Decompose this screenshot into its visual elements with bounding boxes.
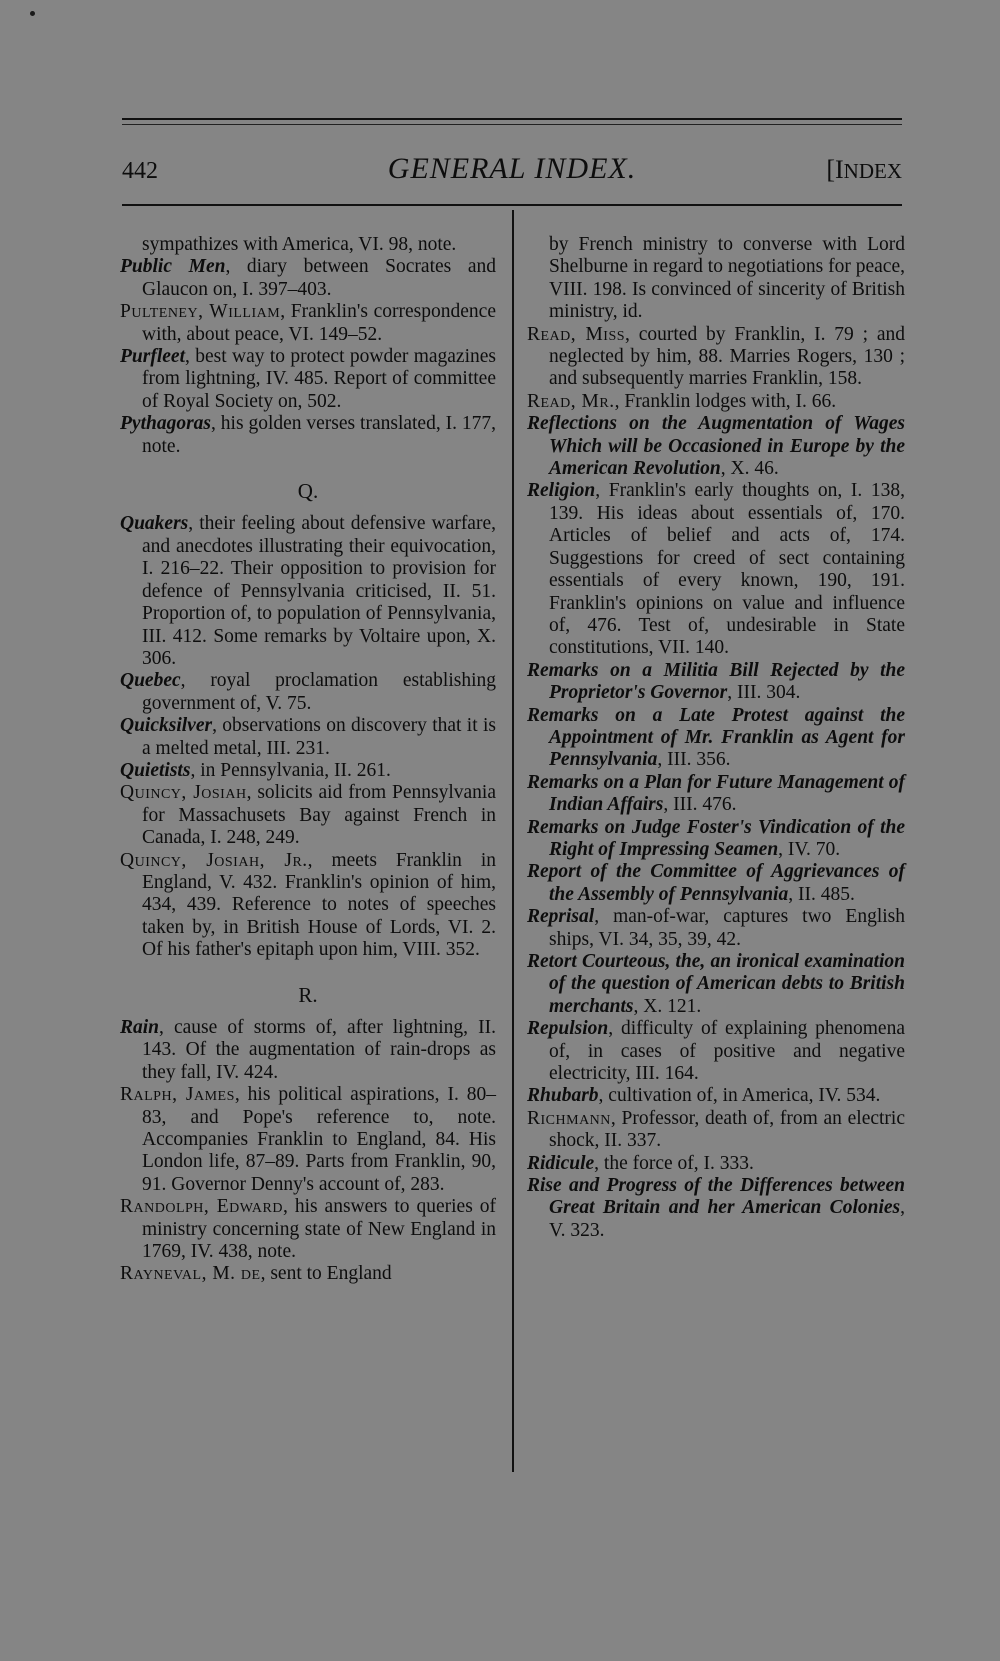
index-entry-term: Remarks on a Militia Bill Rejected by the Proprietor's Governor bbox=[527, 659, 905, 704]
index-entry-text: by French ministry to converse with Lord Shelburne in regard to negotiations for peace, VIII. 198. Is convinced of sincerity of British ministry, id. bbox=[549, 234, 905, 323]
top-rule bbox=[122, 118, 902, 120]
index-entry-text: , royal proclamation establishing government of, V. 75. bbox=[142, 670, 496, 714]
index-entry-term: Reprisal bbox=[527, 906, 595, 928]
index-entry-term: Quakers bbox=[120, 513, 189, 535]
header-rule bbox=[122, 204, 902, 206]
index-entry-text: , his answers to queries of ministry concerning state of New England in 1769, IV. 438, note. bbox=[142, 1196, 496, 1263]
index-column-right bbox=[527, 234, 905, 1242]
index-entry bbox=[527, 817, 905, 862]
index-entry-term: Public Men bbox=[120, 256, 226, 278]
section-label: [INDEX bbox=[826, 155, 902, 184]
index-entry-text: , the force of, I. 333. bbox=[594, 1152, 754, 1174]
index-entry-term: Richmann bbox=[527, 1107, 611, 1129]
index-entry-term: Randolph, Edward bbox=[120, 1196, 283, 1218]
index-entry-text: , his political aspirations, I. 80–83, and Pope's reference to, note. Accompanies Franklin to England, 84. His London life, 87–89. Parts from Franklin, 90, 91. Governor Denny's account of, 283. bbox=[142, 1084, 496, 1195]
index-entry bbox=[527, 951, 905, 1018]
index-entry bbox=[120, 1084, 496, 1196]
index-entry-text: , diary between Socrates and Glaucon on, I. 397–403. bbox=[142, 256, 496, 300]
index-entry-text: , cultivation of, in America, IV. 534. bbox=[598, 1085, 881, 1107]
index-entry bbox=[527, 660, 905, 705]
index-entry-text: , solicits aid from Pennsylvania for Massachusets Bay against French in Canada, I. 248, 249. bbox=[142, 782, 497, 849]
column-divider bbox=[512, 210, 514, 1472]
index-entry bbox=[527, 772, 905, 817]
index-entry-term: Pythagoras bbox=[120, 413, 212, 435]
index-entry-text: , Franklin lodges with, I. 66. bbox=[614, 390, 837, 412]
index-entry bbox=[120, 1196, 496, 1263]
index-entry-term: Purfleet bbox=[120, 346, 185, 368]
index-entry-text: , his golden verses translated, I. 177, note. bbox=[142, 413, 496, 457]
index-entry bbox=[120, 513, 496, 670]
index-entry bbox=[120, 1017, 496, 1084]
index-entry-text: , courted by Franklin, I. 79 ; and neglected by him, 88. Marries Rogers, 130 ; and subsequently marries Franklin, 158. bbox=[549, 323, 905, 390]
index-entry-text: , sent to England bbox=[260, 1263, 392, 1285]
index-entry bbox=[527, 324, 905, 391]
index-entry-term: Pulteney, William bbox=[120, 301, 281, 323]
index-entry bbox=[120, 715, 496, 760]
index-entry bbox=[120, 760, 496, 782]
index-entry-text: , Franklin's early thoughts on, I. 138, 139. His ideas about essentials of, 170. Articles of belief and acts of, 174. Suggestions for creed of sect containing essentials of every known, 190, 191. Franklin's opinions on value and influence of, 476. Test of, undesirable in State constitutions, VII. 140. bbox=[549, 480, 905, 659]
index-entry-term: Quebec bbox=[120, 670, 181, 692]
index-entry-term: Read, Mr. bbox=[527, 390, 615, 412]
index-entry-text: , man-of-war, captures two English ships, VI. 34, 35, 39, 42. bbox=[549, 906, 905, 950]
index-entry-term: Remarks on a Plan for Future Management of Indian Affairs bbox=[527, 771, 905, 816]
index-entry bbox=[120, 670, 496, 715]
index-entry bbox=[120, 850, 496, 962]
index-entry bbox=[527, 1153, 905, 1175]
index-entry-text: , their feeling about defensive warfare, and anecdotes illustrating their equivocation, I. 216–22. Their opposition to provision for defence of Pennsylvania criticised, II. 51. Proportion of, to population of Pennsylvania, III. 412. Some remarks by Voltaire upon, X. 306. bbox=[142, 513, 496, 669]
index-entry-text: , meets Franklin in England, V. 432. Franklin's opinion of him, 434, 439. Reference to notes of speeches taken by, in British House of Lords, VI. 2. Of his father's epitaph upon him, VIII. 352. bbox=[142, 849, 496, 961]
index-entry-term: Retort Courteous, the, an ironical examination of the question of American debts to British merchants bbox=[527, 951, 905, 1017]
index-entry bbox=[120, 346, 496, 413]
index-entry-term: Rain bbox=[120, 1017, 160, 1038]
index-entry bbox=[120, 256, 496, 301]
index-letter-heading: R. bbox=[298, 982, 318, 1007]
index-entry-text: , X. 46. bbox=[720, 458, 779, 480]
index-entry bbox=[527, 413, 905, 480]
index-entry-term: Remarks on a Late Protest against the Appointment of Mr. Franklin as Agent for Pennsylvania bbox=[527, 704, 905, 771]
index-entry bbox=[527, 861, 905, 906]
index-entry bbox=[527, 480, 905, 659]
index-entry-term: Read, Miss bbox=[527, 323, 626, 345]
index-entry bbox=[120, 413, 496, 458]
index-entry bbox=[527, 1085, 905, 1107]
index-entry-term: Remarks on Judge Foster's Vindication of the Right of Impressing Seamen bbox=[527, 816, 905, 860]
index-entry bbox=[527, 1175, 905, 1242]
index-entry-text: , observations on discovery that it is a melted metal, III. 231. bbox=[142, 715, 496, 759]
index-entry-text: , in Pennsylvania, II. 261. bbox=[190, 759, 391, 781]
index-entry-term: Rhubarb bbox=[527, 1085, 599, 1107]
index-entry bbox=[527, 906, 905, 951]
index-entry bbox=[527, 391, 905, 413]
index-entry bbox=[527, 1018, 905, 1085]
index-entry-term: Quincy, Josiah, Jr. bbox=[120, 849, 308, 871]
index-entry bbox=[120, 234, 496, 256]
index-entry-text: , III. 476. bbox=[663, 794, 737, 816]
page-title: GENERAL INDEX. bbox=[387, 152, 637, 185]
index-entry-text: , cause of storms of, after lightning, II. 143. Of the augmentation of rain-drops as they fall, IV. 424. bbox=[142, 1017, 496, 1083]
index-entry-text: , V. 323. bbox=[549, 1197, 905, 1241]
index-entry bbox=[527, 1108, 905, 1153]
index-entry-text: , II. 485. bbox=[788, 883, 855, 905]
index-entry-text: , Professor, death of, from an electric shock, II. 337. bbox=[549, 1107, 905, 1152]
index-entry-text: , best way to protect powder magazines from lightning, IV. 485. Report of committee of Royal Society on, 502. bbox=[142, 346, 496, 412]
index-entry-term: Quicksilver bbox=[120, 715, 213, 737]
index-entry-term: Quietists bbox=[120, 759, 191, 781]
index-letter-heading: Q. bbox=[297, 479, 319, 504]
index-entry-term: Rayneval, M. de bbox=[120, 1263, 261, 1285]
speck-mark bbox=[30, 11, 35, 16]
index-entry-term: Report of the Committee of Aggrievances of the Assembly of Pennsylvania bbox=[527, 861, 905, 905]
page-header bbox=[122, 152, 902, 196]
index-entry-text: , III. 356. bbox=[657, 749, 731, 771]
index-entry bbox=[120, 782, 496, 849]
index-entry-text: , III. 304. bbox=[727, 682, 801, 704]
index-entry bbox=[120, 301, 496, 346]
index-entry bbox=[527, 705, 905, 772]
index-entry bbox=[527, 234, 905, 324]
page-number: 442 bbox=[122, 158, 158, 184]
index-entry-term: Repulsion bbox=[527, 1018, 609, 1040]
index-entry-text: , Franklin's correspondence with, about peace, VI. 149–52. bbox=[142, 301, 496, 345]
index-entry-term: Rise and Progress of the Differences between Great Britain and her American Colonies bbox=[527, 1175, 905, 1219]
index-entry-text: , X. 121. bbox=[633, 995, 702, 1017]
index-entry-term: Ralph, James bbox=[120, 1084, 235, 1106]
index-entry-term: Religion bbox=[527, 480, 596, 502]
index-entry-text: , IV. 70. bbox=[778, 838, 841, 860]
index-entry-term: Ridicule bbox=[527, 1152, 595, 1174]
index-entry-term: Reflections on the Augmentation of Wages Which will be Occasioned in Europe by the American Revolution bbox=[527, 413, 905, 480]
index-entry-term: Quincy, Josiah bbox=[120, 782, 247, 804]
top-rule-thin bbox=[122, 124, 902, 125]
index-entry-text: , difficulty of explaining phenomena of, in cases of positive and negative electricity, III. 164. bbox=[549, 1018, 905, 1085]
index-entry-text: sympathizes with America, VI. 98, note. bbox=[142, 234, 457, 255]
index-entry bbox=[120, 1263, 496, 1285]
index-column-left bbox=[120, 234, 496, 1286]
